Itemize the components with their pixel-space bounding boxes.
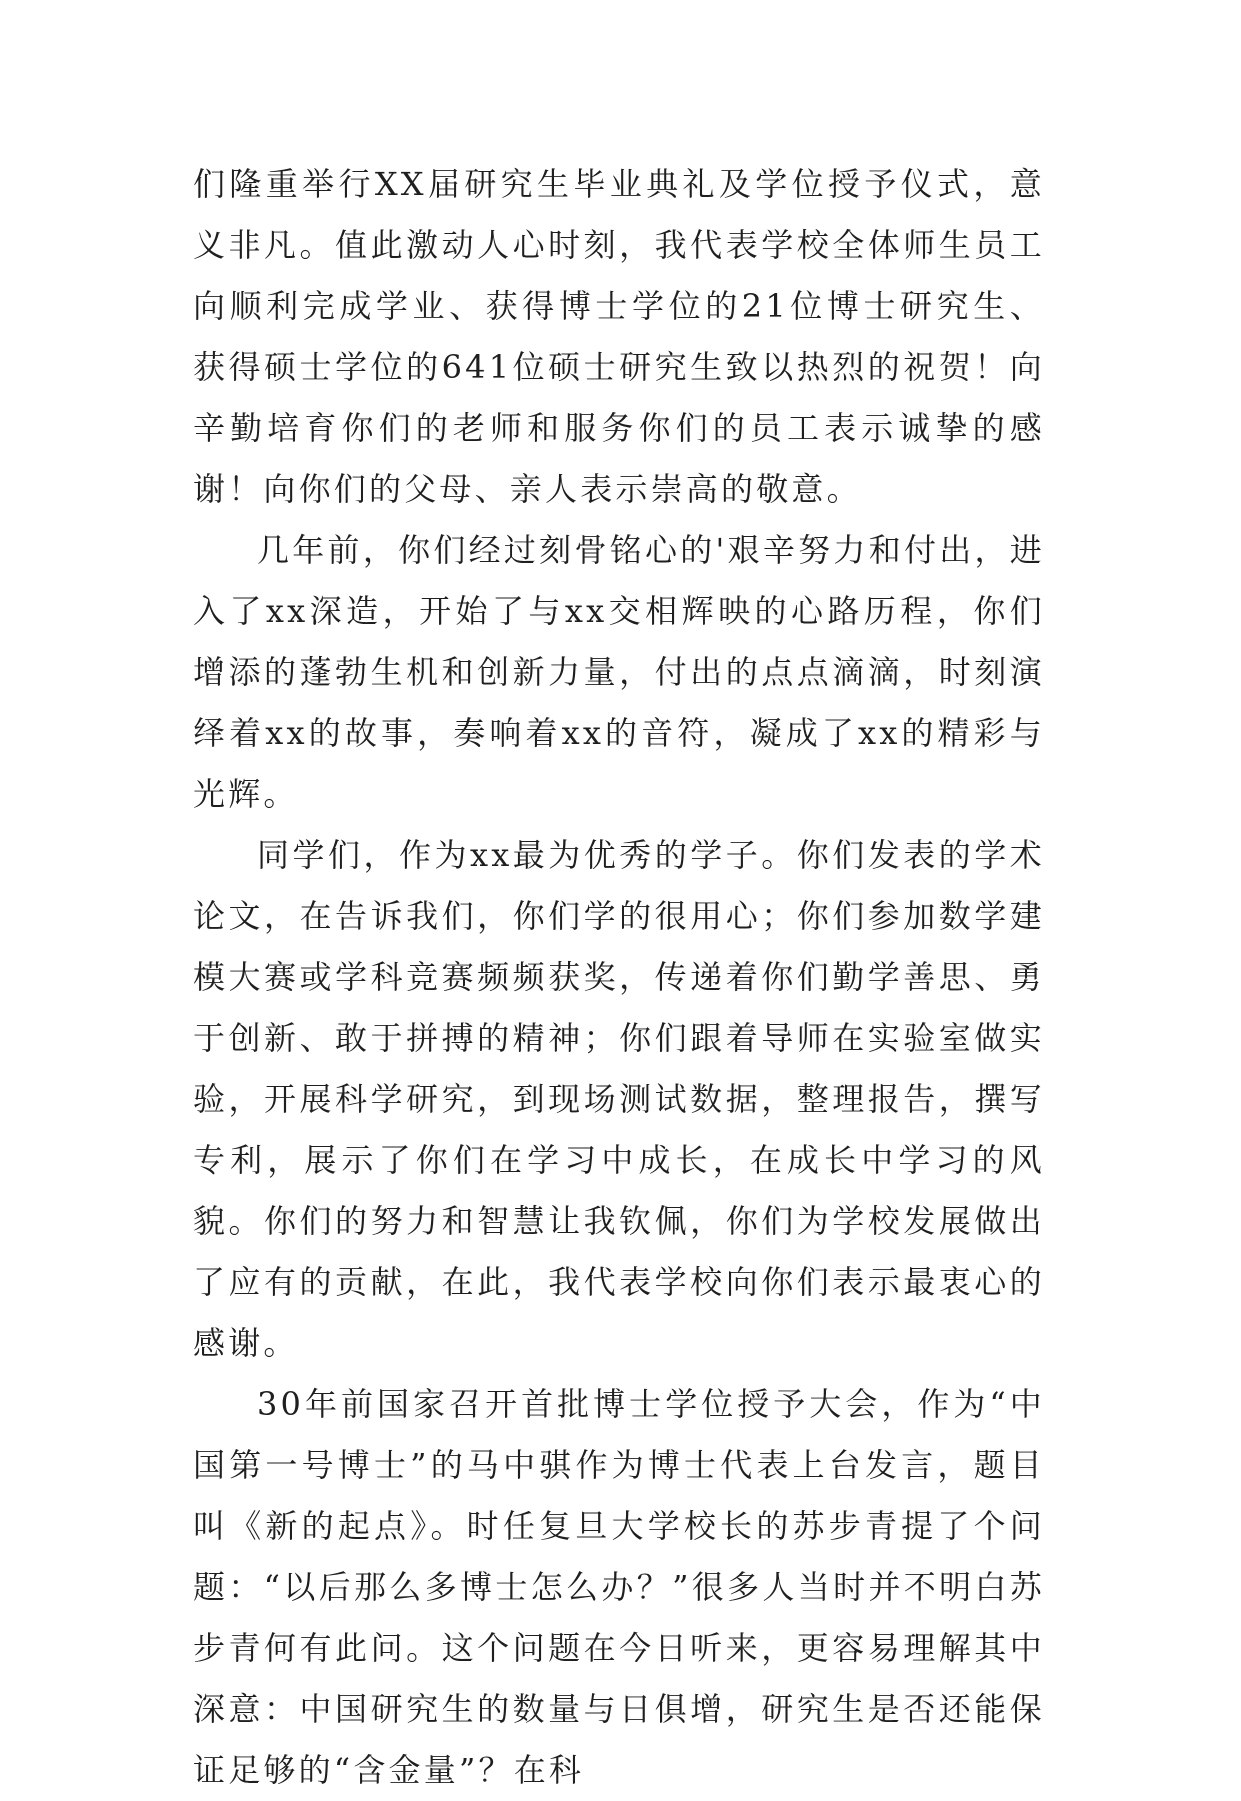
paragraph-years-ago: 几年前，你们经过刻骨铭心的'艰辛努力和付出，进入了xx深造，开始了与xx交相辉映的心路历程，你们增添的蓬勃生机和创新力量，付出的点点滴滴，时刻演绎着xx的故事，奏响着xx的音符，凝成了xx的精彩与光辉。 [193, 531, 1045, 813]
paragraph-classmates: 同学们，作为xx最为优秀的学子。你们发表的学术论文，在告诉我们，你们学的很用心；你们参加数学建模大赛或学科竞赛频频获奖，传递着你们勤学善思、勇于创新、敢于拼搏的精神；你们跟着导师在实验室做实验，开展科学研究，到现场测试数据，整理报告，撰写专利，展示了你们在学习中成长，在成长中学习的风貌。你们的努力和智慧让我钦佩，你们为学校发展做出了应有的贡献，在此，我代表学校向你们表示最衷心的感谢。 [193, 836, 1045, 1362]
paragraph-thirty-years-ago: 30年前国家召开首批博士学位授予大会，作为“中国第一号博士”的马中骐作为博士代表上台发言，题目叫《新的起点》。时任复旦大学校长的苏步青提了个问题：“以后那么多博士怎么办？”很多人当时并不明白苏步青何有此问。这个问题在今日听来，更容易理解其中深意：中国研究生的数量与日俱增，研究生是否还能保证足够的“含金量”？在科 [193, 1385, 1045, 1789]
paragraph-opening: 们隆重举行XX届研究生毕业典礼及学位授予仪式，意义非凡。值此激动人心时刻，我代表学校全体师生员工向顺利完成学业、获得博士学位的21位博士研究生、获得硕士学位的641位硕士研究生致以热烈的祝贺！向辛勤培育你们的老师和服务你们的员工表示诚挚的感谢！向你们的父母、亲人表示崇高的敬意。 [193, 165, 1045, 508]
document-body [193, 154, 1045, 1801]
